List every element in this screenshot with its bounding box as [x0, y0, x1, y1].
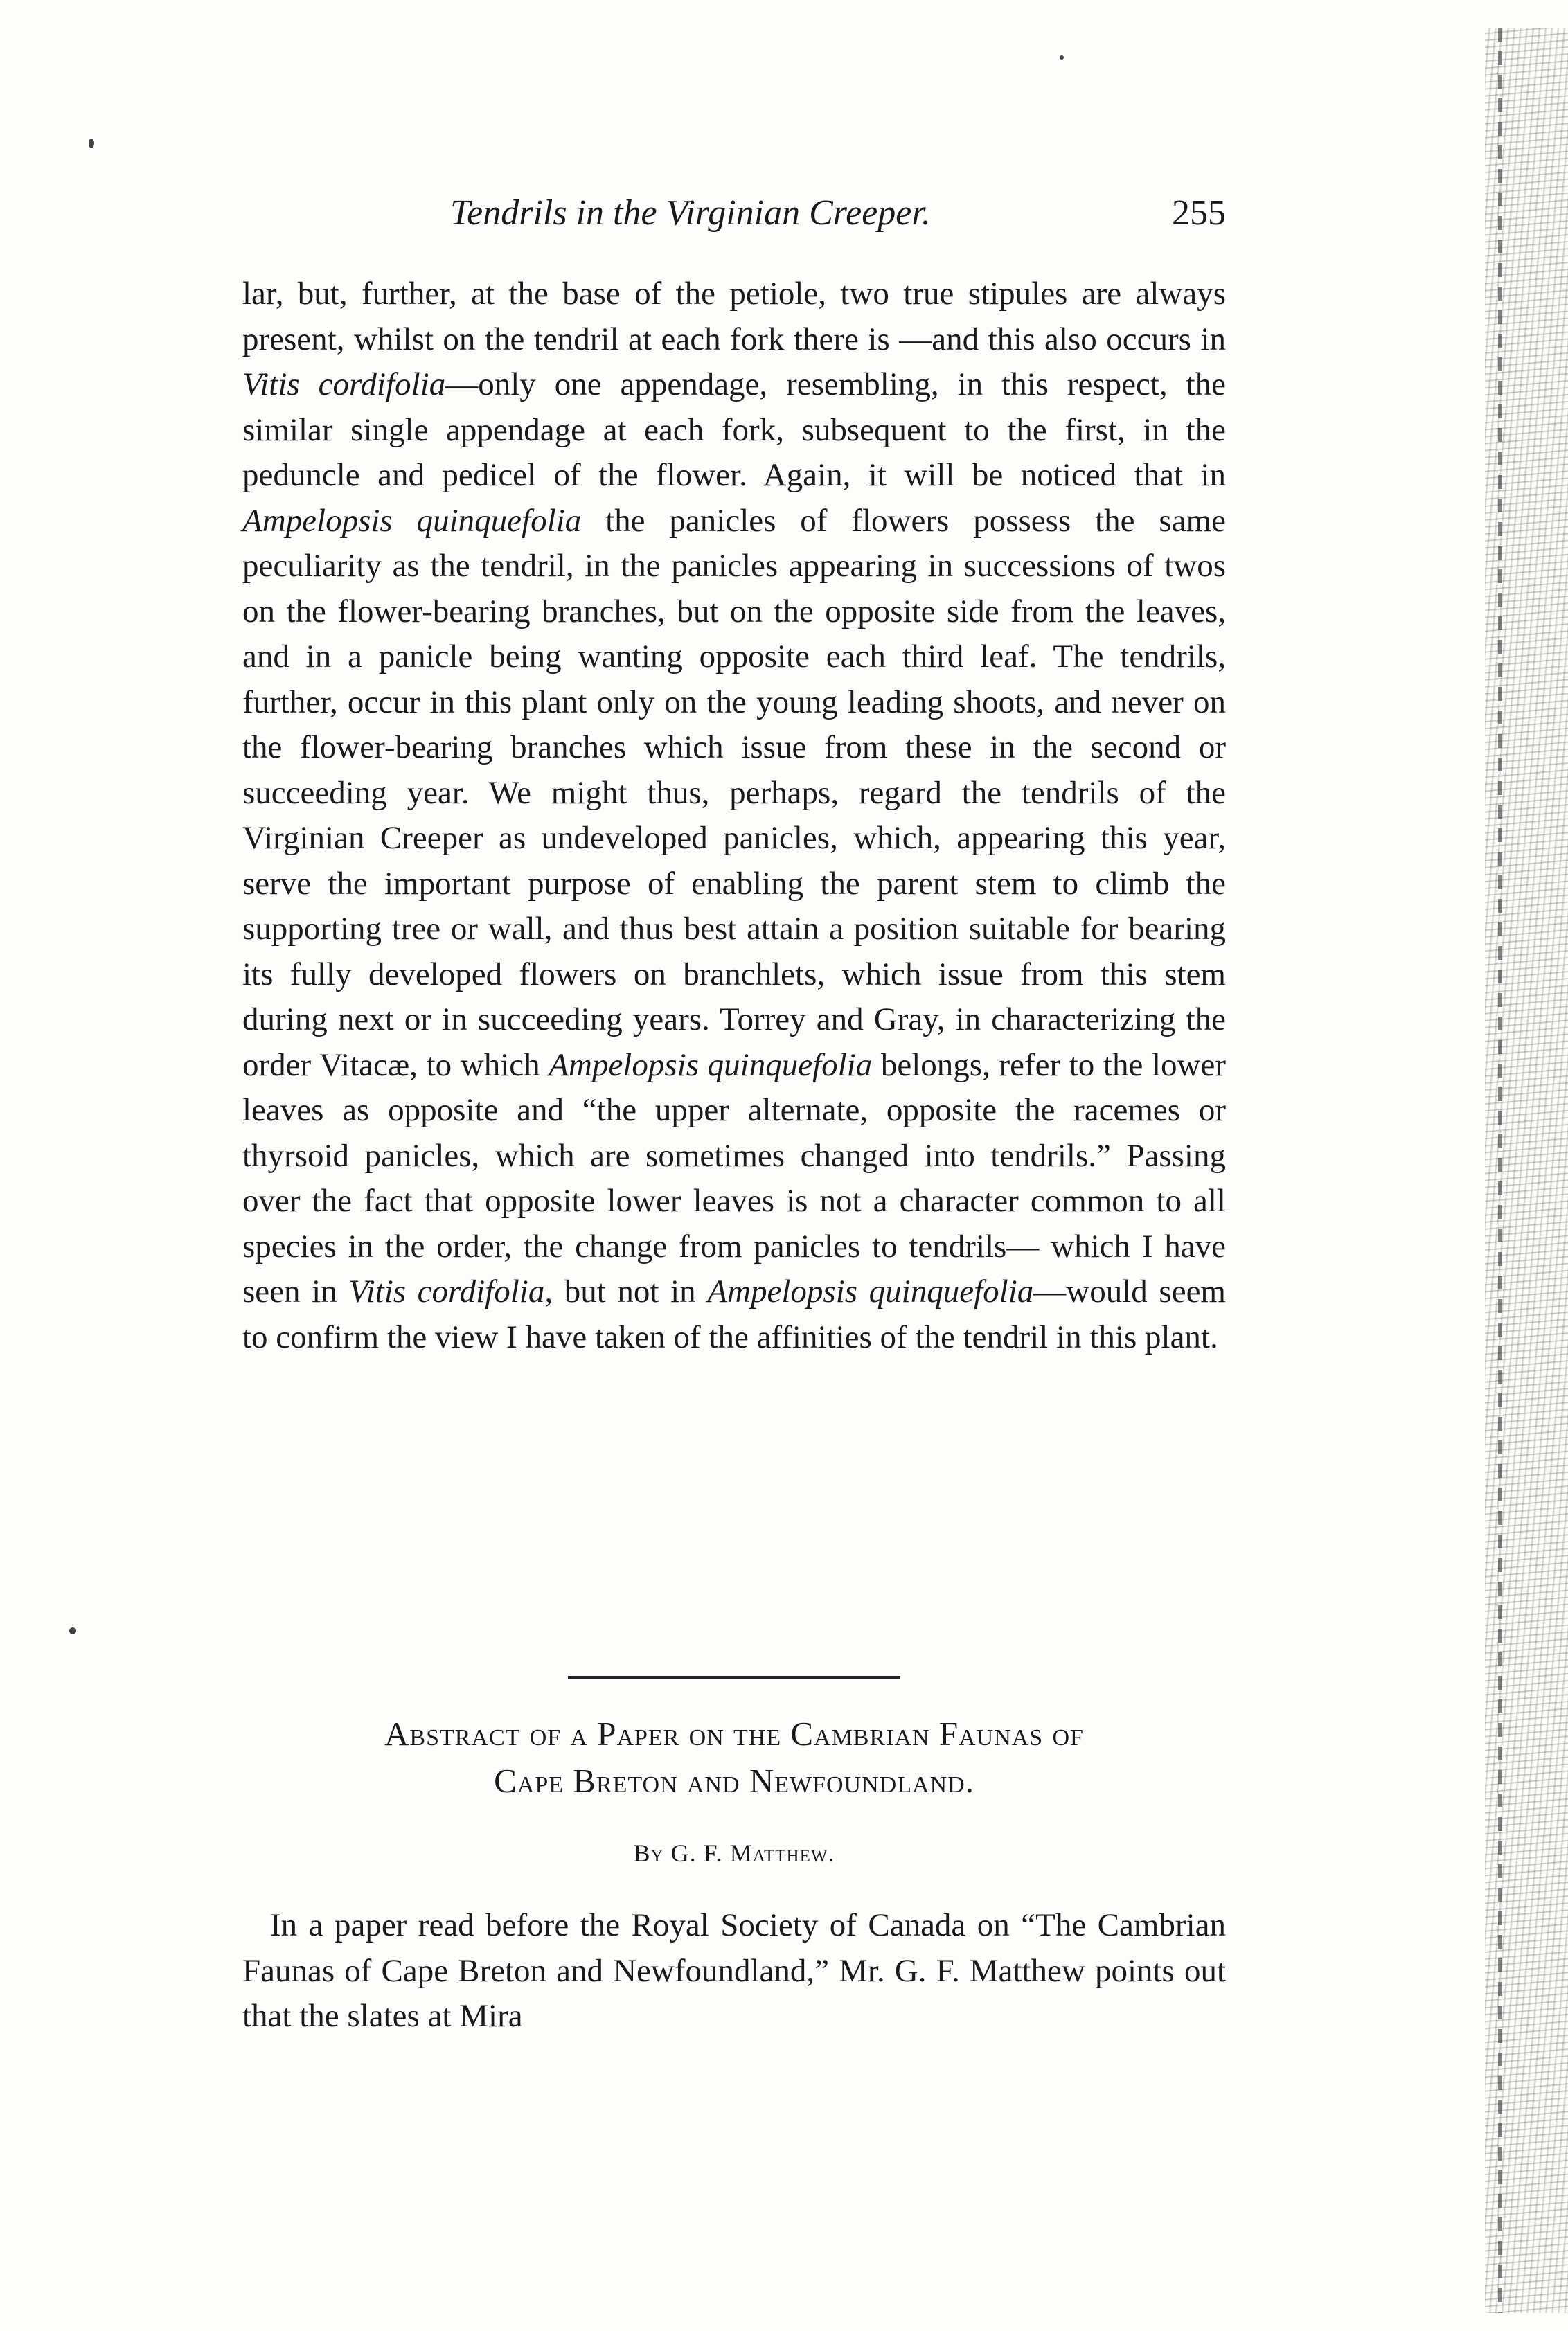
abstract-text — [242, 1903, 1226, 2039]
running-head — [242, 193, 1226, 248]
scan-binding-edge — [1498, 28, 1502, 2313]
page-number: 255 — [1172, 193, 1226, 233]
body-span: the panicles of flowers possess the same peculiarity as the tendril, in the panicles appearing in successions of twos on the flower-bearing branches, but on the opposite side from the leaves, and in a panicle being wanting opposite each third leaf. The tendrils, further, occur in this plant only on the young leading shoots, and never on the flower-bearing branches which issue from these in the second or succeeding year. We might thus, perhaps, regard the tendrils of the Virginian Creeper as undeveloped panicles, which, appearing this year, serve the important purpose of enabling the parent stem to climb the supporting tree or wall, and thus best attain a position suitable for bearing its fully developed flowers on branchlets, which issue from this stem during next or in succeeding years. Torrey and Gray, in characterizing the order Vitacæ, to which — [242, 502, 1226, 1083]
stray-ink-mark — [69, 1627, 76, 1634]
italic-term: Ampelopsis quinquefolia — [549, 1046, 873, 1083]
stray-ink-mark — [1060, 55, 1064, 60]
body-paragraph — [242, 271, 1226, 1360]
running-title: Tendrils in the Virginian Creeper. — [450, 193, 931, 233]
body-span: belongs, refer to the lower leaves as opposite and “the upper alternate, opposite the racemes or thyrsoid panicles, which are sometimes changed into tendrils.” Passing over the fact that opposite lower leaves is not a character common to all species in the order, the change from panicles to tendrils— which I have seen in — [242, 1046, 1226, 1310]
article-title-line: Cape Breton and Newfoundland. — [494, 1762, 974, 1800]
italic-term: Ampelopsis quinquefolia — [707, 1274, 1034, 1310]
italic-term: Ampelopsis quinquefolia — [242, 502, 582, 539]
body-span: —only one appendage, resembling, in this respect, the similar single appendage at each fork, subsequent to the first, in the peduncle and pedicel of the flower. Again, it will be noticed that in — [242, 366, 1226, 493]
body-span: lar, but, further, at the base of the petiole, two true stipules are always present, whilst on the tendril at each fork there is —and this also occurs in — [242, 276, 1226, 357]
article-title — [208, 1711, 1260, 1805]
body-text — [242, 271, 1226, 1360]
section-divider — [568, 1676, 900, 1679]
scan-gutter-noise — [1485, 28, 1568, 2313]
stray-ink-mark — [89, 139, 94, 148]
body-span: but not in — [553, 1274, 708, 1310]
body-span: —would seem to confirm the view I have taken of the affinities of the tendril in this plant. — [242, 1274, 1226, 1355]
italic-term: Vitis cordifolia, — [348, 1274, 553, 1310]
italic-term: Vitis cordifolia — [242, 366, 446, 402]
article-title-line: Abstract of a Paper on the Cambrian Faunas of — [384, 1715, 1084, 1753]
article-byline: By G. F. Matthew. — [633, 1839, 835, 1867]
abstract-paragraph: In a paper read before the Royal Society of Canada on “The Cambrian Faunas of Cape Breton and Newfoundland,” Mr. G. F. Matthew points out that the slates at Mira — [242, 1907, 1226, 2034]
